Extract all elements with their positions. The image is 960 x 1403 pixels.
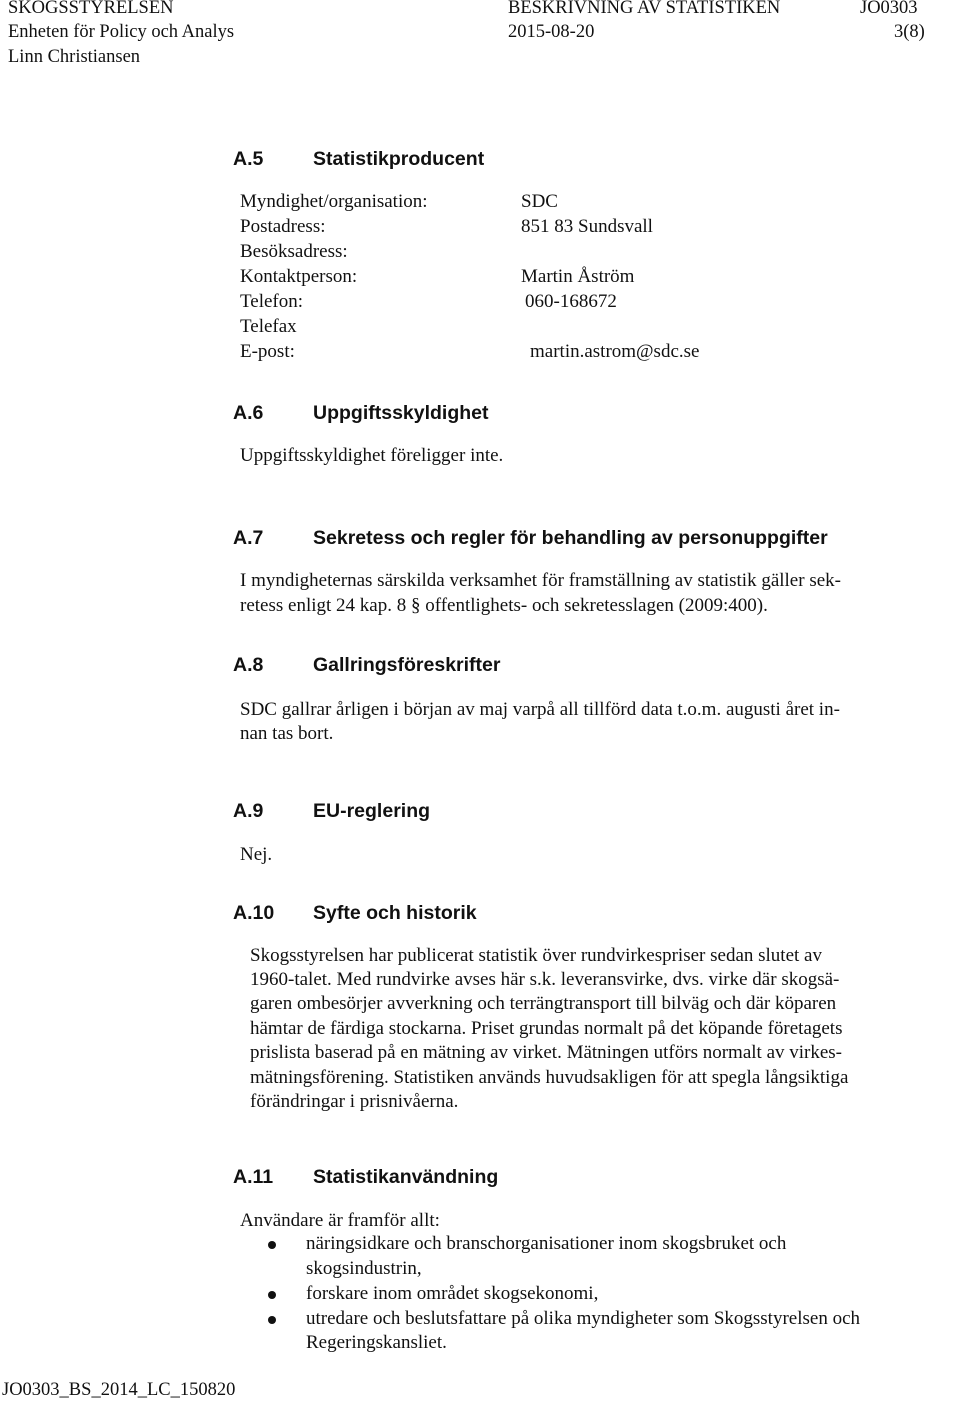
unit-name: Enheten för Policy och Analys <box>8 22 235 42</box>
paragraph-line: mätningsförening. Statistiken används huvudsakligen för att spegla långsiktiga <box>250 1067 849 1088</box>
user-list <box>240 1232 860 1356</box>
list-item-line: forskare inom området skogsekonomi, <box>306 1283 599 1304</box>
section-title: Gallringsföreskrifter <box>313 654 501 676</box>
contact-label: Myndighet/organisation: <box>240 191 428 212</box>
list-item <box>240 1232 860 1281</box>
paragraph-line: 1960-talet. Med rundvirke avses här s.k. leveransvirke, dvs. virke där skogsä- <box>250 969 840 990</box>
agency-name: SKOGSSTYRELSEN <box>8 0 174 18</box>
list-item-line: näringsidkare och branschorganisationer inom skogsbruket och <box>306 1233 787 1254</box>
list-item <box>240 1282 860 1307</box>
contact-value: 851 83 Sundsvall <box>521 216 653 237</box>
contact-value: 060-168672 <box>525 291 617 312</box>
contact-label: Telefon: <box>240 291 304 312</box>
section-title: Statistikanvändning <box>313 1166 499 1188</box>
document-code: JO0303 <box>860 0 918 18</box>
document-date: 2015-08-20 <box>508 22 595 42</box>
document-type: BESKRIVNING AV STATISTIKEN <box>508 0 781 18</box>
section-number: A.7 <box>233 527 264 549</box>
list-item-line: Regeringskansliet. <box>306 1332 447 1353</box>
bullet-icon <box>268 1291 276 1299</box>
paragraph-line: SDC gallrar årligen i början av maj varpå all tillförd data t.o.m. augusti året in- <box>240 699 840 720</box>
section-title: Syfte och historik <box>313 902 477 924</box>
section-title: Sekretess och regler för behandling av personuppgifter <box>313 527 828 549</box>
section-number: A.11 <box>233 1166 274 1188</box>
contact-label: Besöksadress: <box>240 241 348 262</box>
paragraph-line: förändringar i prisnivåerna. <box>250 1091 459 1112</box>
author-name: Linn Christiansen <box>8 47 141 67</box>
section-number: A.9 <box>233 800 264 822</box>
footer-code: JO0303_BS_2014_LC_150820 <box>2 1380 236 1400</box>
section-number: A.8 <box>233 654 264 676</box>
bullet-icon <box>268 1241 276 1249</box>
contact-label: Kontaktperson: <box>240 266 358 287</box>
section-text: Uppgiftsskyldighet föreligger inte. <box>240 445 504 466</box>
section-number: A.10 <box>233 902 275 924</box>
paragraph-line: Skogsstyrelsen har publicerat statistik över rundvirkespriser sedan slutet av <box>250 945 822 966</box>
bullet-icon <box>268 1316 276 1324</box>
paragraph-line: retess enligt 24 kap. 8 § offentlighets- och sekretesslagen (2009:400). <box>240 595 768 616</box>
section-title: Statistikproducent <box>313 148 485 170</box>
contact-value: SDC <box>521 191 558 212</box>
page-number: 3(8) <box>894 22 925 42</box>
paragraph-line: hämtar de färdiga stockarna. Priset grundas normalt på det köpande företagets <box>250 1018 843 1039</box>
list-item-line: utredare och beslutsfattare på olika myndigheter som Skogsstyrelsen och <box>306 1307 861 1329</box>
paragraph-line: I myndigheternas särskilda verksamhet för framställning av statistik gäller sek- <box>240 570 841 591</box>
list-item-line: skogsindustrin, <box>306 1257 422 1279</box>
section-number: A.5 <box>233 148 264 170</box>
section-number: A.6 <box>233 402 264 424</box>
paragraph-line: nan tas bort. <box>240 723 334 744</box>
list-intro: Användare är framför allt: <box>240 1210 440 1231</box>
paragraph-line: prislista baserad på en mätning av virket. Mätningen utförs normalt av virkes- <box>250 1042 843 1063</box>
contact-label: Postadress: <box>240 216 326 237</box>
list-item <box>240 1307 860 1356</box>
section-title: Uppgiftsskyldighet <box>313 402 489 424</box>
contact-label: Telefax <box>240 316 297 337</box>
paragraph-line: garen ombesörjer avverkning och terrängtransport till bilväg och där köparen <box>250 993 837 1014</box>
contact-label: E-post: <box>240 341 295 362</box>
section-text: Nej. <box>240 844 273 865</box>
contact-value: Martin Åström <box>521 266 635 287</box>
email-link[interactable]: martin.astrom@sdc.se <box>530 341 700 362</box>
section-title: EU-reglering <box>313 800 431 822</box>
